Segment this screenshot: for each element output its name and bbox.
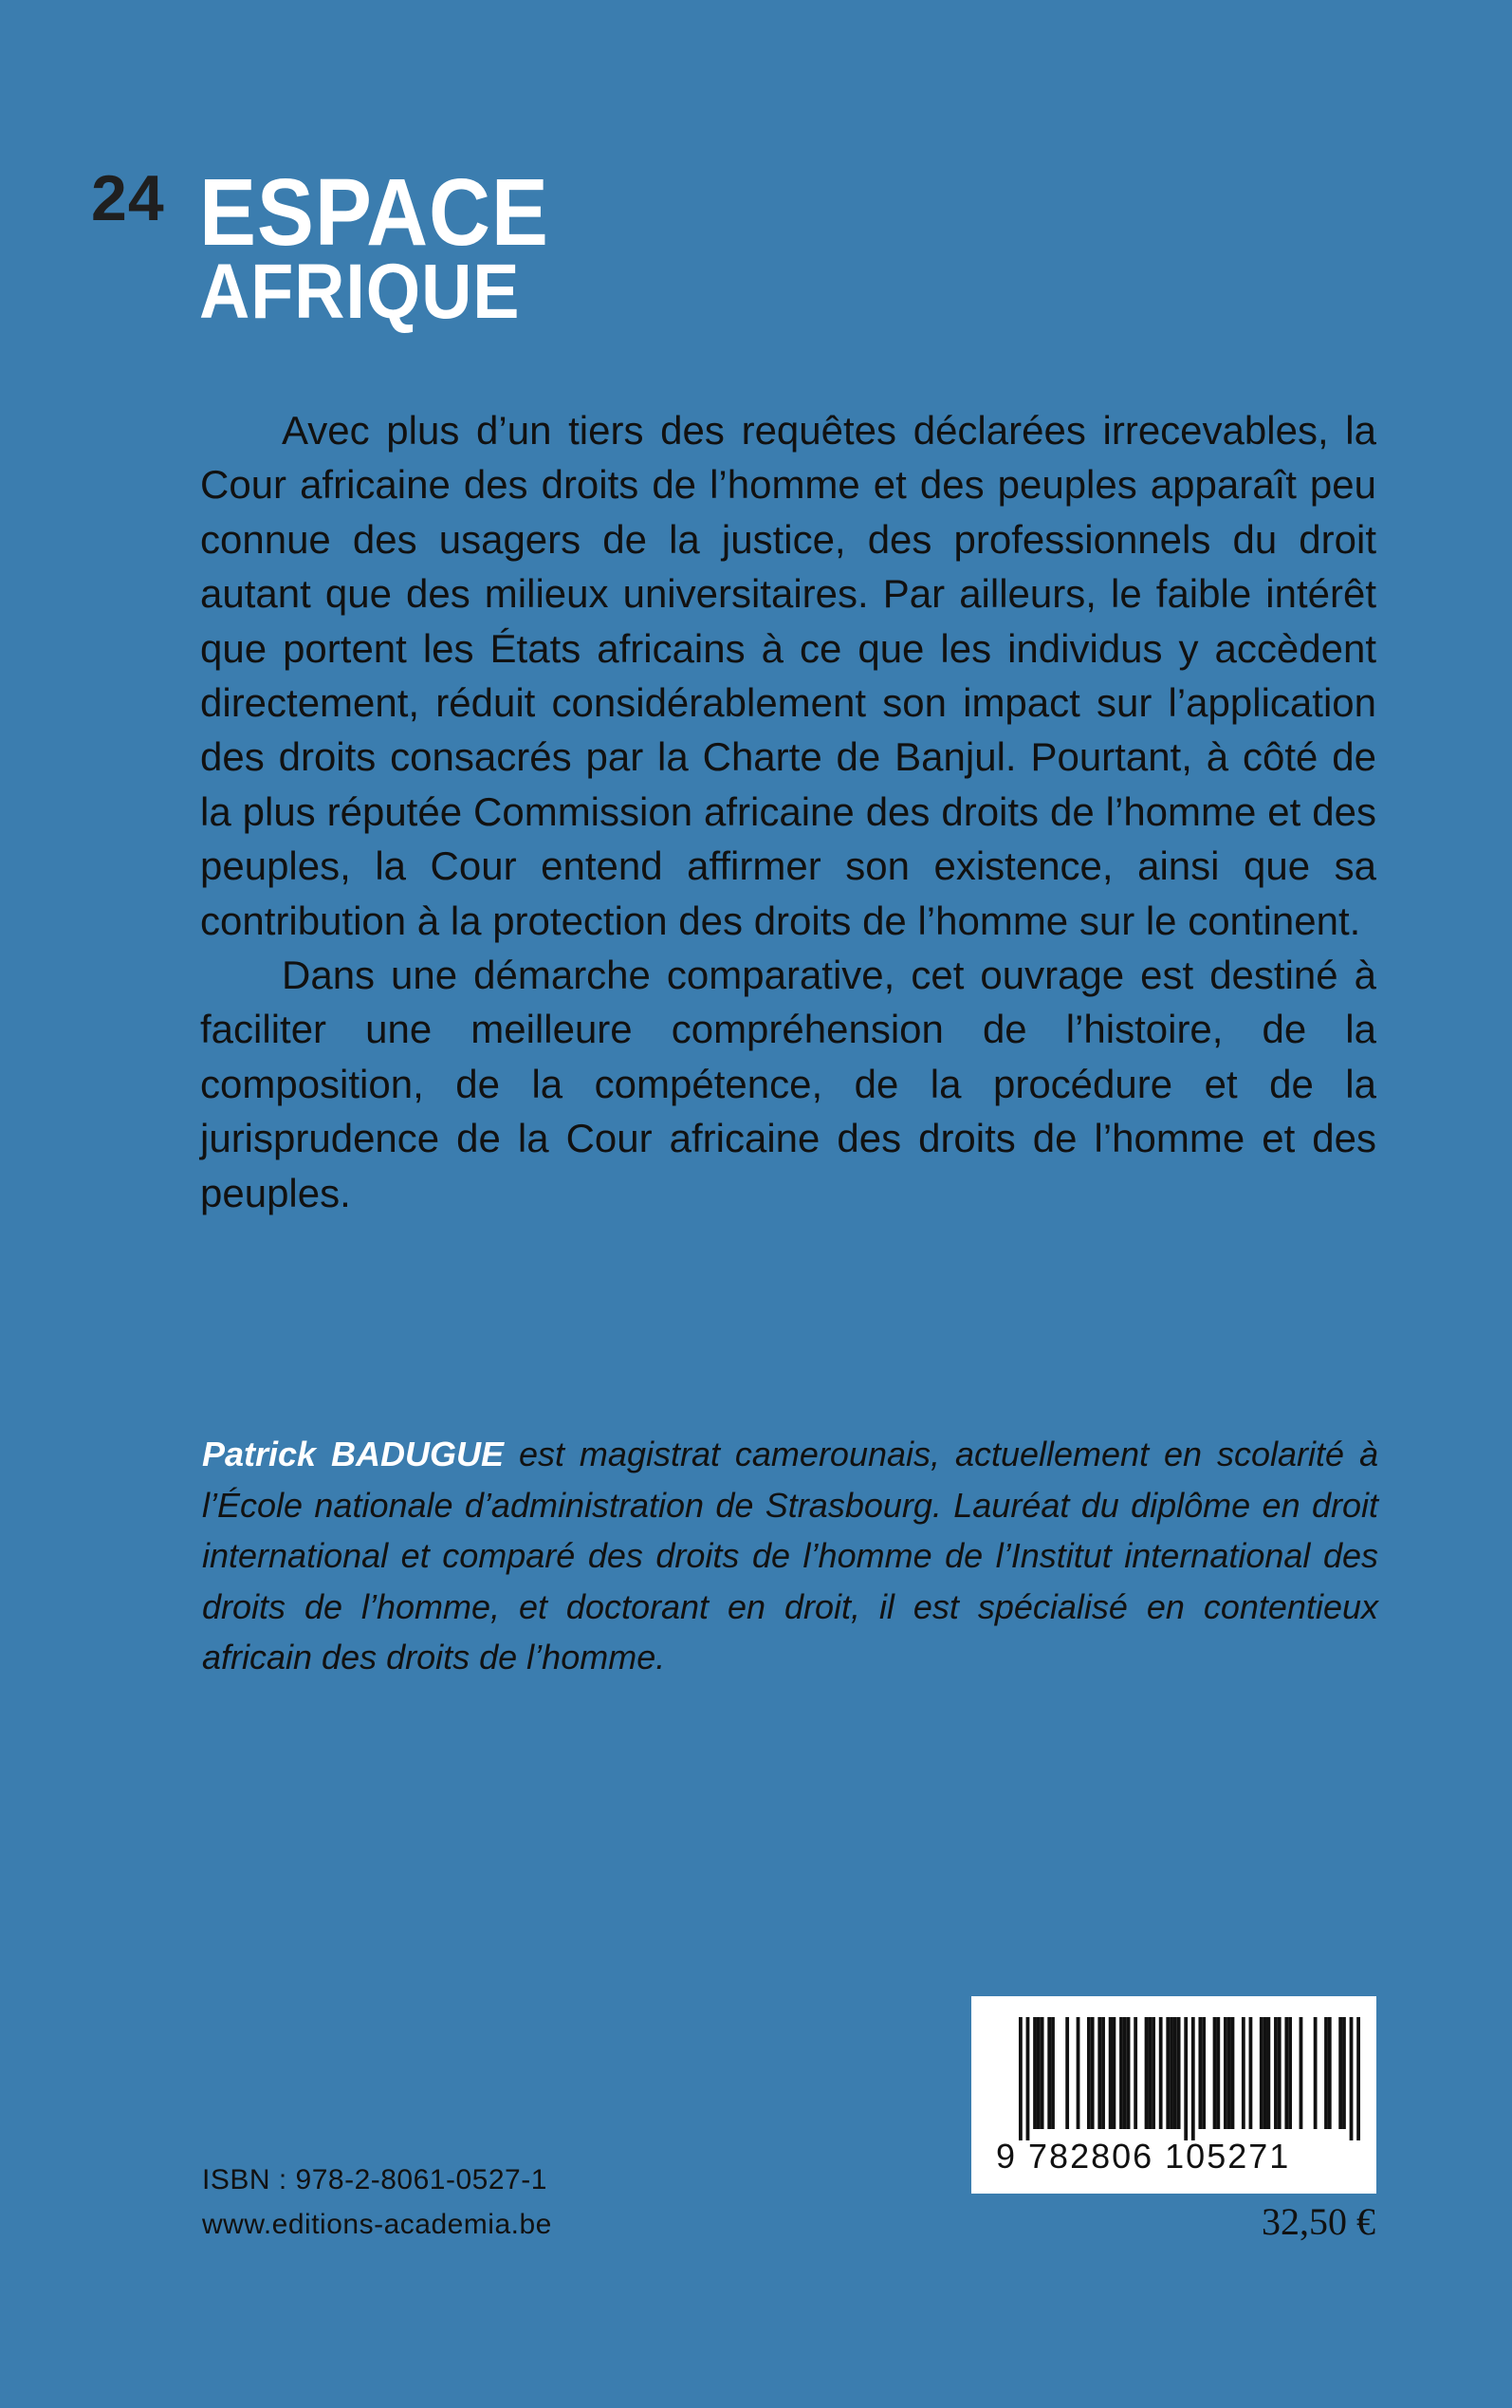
barcode-bar xyxy=(1284,2017,1288,2129)
barcode-bar xyxy=(1227,2017,1231,2129)
barcode-bar xyxy=(1191,2017,1195,2140)
barcode-bar xyxy=(1324,2017,1328,2129)
barcode-bar xyxy=(1260,2017,1263,2129)
barcode xyxy=(971,1996,1376,2194)
barcode-bar xyxy=(1242,2017,1245,2129)
barcode-bar xyxy=(1047,2017,1051,2129)
barcode-bar xyxy=(1338,2017,1342,2129)
barcode-bar xyxy=(1026,2017,1030,2140)
price: 32,50 € xyxy=(1262,2200,1375,2243)
series-number: 24 xyxy=(91,162,165,234)
barcode-bar xyxy=(1037,2017,1041,2129)
barcode-bar xyxy=(1101,2017,1105,2129)
barcode-bar xyxy=(1202,2017,1206,2129)
barcode-bar xyxy=(1300,2017,1303,2129)
barcode-bar xyxy=(1356,2017,1360,2140)
barcode-bar xyxy=(1314,2017,1318,2129)
barcode-bar xyxy=(1113,2017,1116,2129)
barcode-bar xyxy=(1019,2017,1023,2140)
barcode-bar xyxy=(1077,2017,1080,2129)
barcode-bar xyxy=(1033,2017,1037,2129)
barcode-bar xyxy=(1224,2017,1227,2129)
barcode-bar xyxy=(1097,2017,1101,2129)
publisher-website: www.editions-academia.be xyxy=(202,2209,552,2240)
barcode-bar xyxy=(1123,2017,1127,2129)
author-bio-text: est magistrat camerounais, actuellement en scolarité à l’École nationale d’administration de Strasbourg. Lauréat du diplôme en droit international et comparé des droits de l’homme de l’Institut international des droits de l’homme, et doctorant en droit, il est spécialisé en contentieux africain des droits de l’homme. xyxy=(202,1435,1378,1676)
barcode-bar xyxy=(1148,2017,1152,2129)
barcode-bar xyxy=(1198,2017,1202,2129)
barcode-bar xyxy=(1152,2017,1155,2129)
barcode-bar xyxy=(1087,2017,1091,2129)
barcode-bar xyxy=(1051,2017,1055,2129)
barcode-bar xyxy=(1091,2017,1095,2129)
barcode-bar xyxy=(1134,2017,1137,2129)
barcode-bar xyxy=(1213,2017,1217,2129)
synopsis-paragraph-2: Dans une démarche comparative, cet ouvrage est destiné à faciliter une meilleure compréhension de l’histoire, de la composition, de la compétence, de la procédure et de la jurisprudence de la Cour africaine des droits de l’homme et des peuples. xyxy=(200,953,1376,1215)
barcode-bar xyxy=(1263,2017,1267,2129)
barcode-bar xyxy=(1278,2017,1282,2129)
barcode-bars xyxy=(1019,2017,1360,2140)
barcode-bar xyxy=(1166,2017,1170,2129)
barcode-bar xyxy=(1119,2017,1123,2129)
barcode-bar xyxy=(1177,2017,1181,2129)
barcode-bar xyxy=(1328,2017,1332,2129)
barcode-bar xyxy=(1274,2017,1278,2129)
barcode-bar xyxy=(1184,2017,1188,2140)
synopsis-paragraph-1: Avec plus d’un tiers des requêtes déclarées irrecevables, la Cour africaine des droits de l’homme et des peuples apparaît peu connue des usagers de la justice, des professionnels du droit autant que des milieux universitaires. Par ailleurs, le faible intérêt que portent les États africains à ce que les individus y accèdent directement, réduit considérablement son impact sur l’application des droits consacrés par la Charte de Banjul. Pourtant, à côté de la plus réputée Commission africaine des droits de l’homme et des peuples, la Cour entend affirmer son existence, ainsi que sa contribution à la protection des droits de l’homme sur le continent. xyxy=(200,408,1376,943)
barcode-digits: 9 782806 105271 xyxy=(996,2137,1291,2176)
author-bio xyxy=(202,1429,1378,1683)
barcode-bar xyxy=(1145,2017,1149,2129)
barcode-bar xyxy=(1216,2017,1220,2129)
synopsis xyxy=(200,403,1376,1220)
barcode-bar xyxy=(1041,2017,1044,2129)
author-name: Patrick BADUGUE xyxy=(202,1435,505,1473)
barcode-bar xyxy=(1249,2017,1253,2129)
series-title-line1: ESPACE xyxy=(199,159,549,266)
barcode-bar xyxy=(1350,2017,1354,2140)
barcode-bar xyxy=(1065,2017,1069,2129)
barcode-bar xyxy=(1231,2017,1235,2129)
barcode-bar xyxy=(1170,2017,1173,2129)
isbn: ISBN : 978-2-8061-0527-1 xyxy=(202,2164,547,2195)
barcode-bar xyxy=(1109,2017,1113,2129)
barcode-bar xyxy=(1127,2017,1131,2129)
barcode-bar xyxy=(1342,2017,1346,2129)
series-title xyxy=(199,159,549,335)
barcode-bar xyxy=(1173,2017,1177,2129)
barcode-bar xyxy=(1288,2017,1292,2129)
barcode-bar xyxy=(1159,2017,1163,2129)
barcode-bar xyxy=(1266,2017,1270,2129)
series-title-line2: AFRIQUE xyxy=(199,249,521,335)
